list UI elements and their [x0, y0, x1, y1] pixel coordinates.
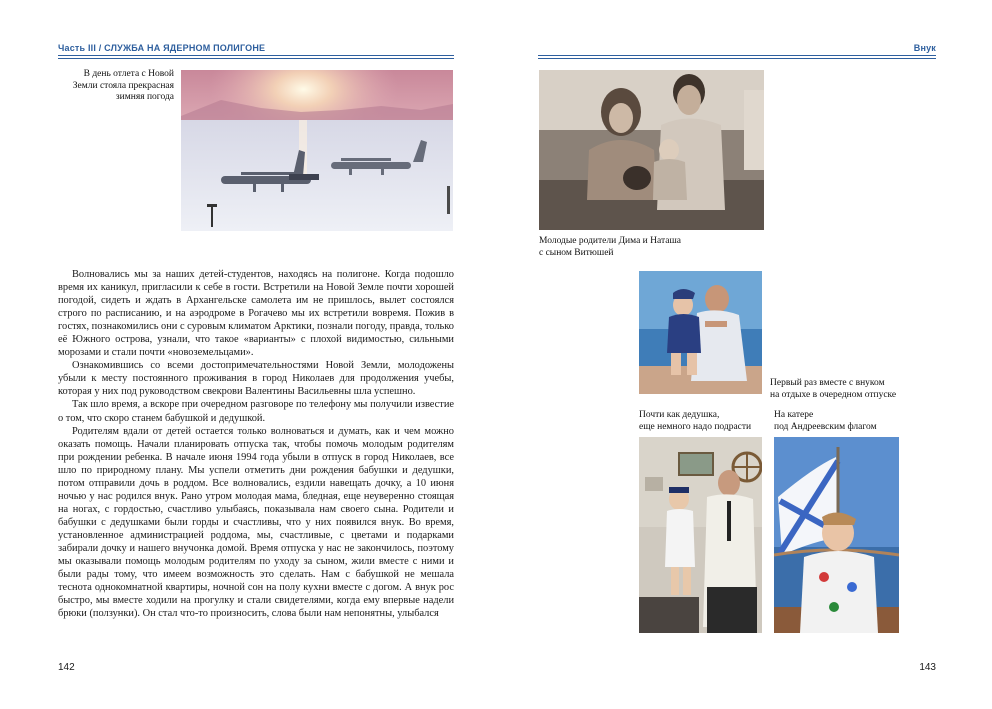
paragraph: Волновались мы за наших детей-студентов, находясь на полигоне. Когда подошло время их каникул, пригласили к себе в гости. Встретили на Новой Земле почти хорошей погодой, сидеть и ждать в Архангельске самолета им не пришлось, вылет состоялся строго по расписанию, и на аэродроме в Рогачево мы их встретили вовремя. Пожив в гостях, познакомились они с суровым климатом Арктики, познали погоду, правда, только её Южного острова, узнали, что такое «варианты» с плохой видимостью, сильными морозами и стали почти «новоземельцами». — [58, 269, 454, 359]
paragraph: Ознакомившись со всеми достопримечательностями Новой Земли, молодожены убыли к месту постоянного проживания в город Николаев для продолжения учебы, которая у них под руководством свекрови Валентины Васильевны шла успешно. — [58, 360, 454, 398]
page-number-right: 143 — [919, 662, 936, 673]
photo-arctic-airfield — [181, 70, 453, 231]
page-number-left: 142 — [58, 662, 75, 673]
body-text — [58, 268, 454, 620]
running-head-left: Часть III / СЛУЖБА НА ЯДЕРНОМ ПОЛИГОНЕ — [58, 43, 266, 53]
caption-almost-grandpa: Почти как дедушка, еще немного надо подрасти — [639, 410, 752, 432]
photo-boat-andreevsky-flag — [774, 437, 899, 633]
photo-almost-grandpa — [639, 437, 762, 633]
header-rule-right — [538, 55, 936, 56]
arctic-airfield-image — [181, 70, 453, 231]
paragraph: Родителям вдали от детей остается только волноваться и думать, как и чем можно оказать помощь. Начали планировать отпуска так, чтобы помочь молодым родителям при рождении ребенка. В начале июня 1994 года убыли в отпуск в город Николаев, все шло по природному плану. Мы успели отметить дни рождения бабушки и дедушки, потом отправили дочь в роддом. Все волновались, ездили навещать дочку, а 10 июня ночью у нас родился внук. Рано утром молодая мама, бледная, еще неуверенно стоящая на ногах, с гордостью, счастливо улыбаясь, показывала нам своего сына. Родители и бабушки с дедушками были горды и счастливы, что у них появился внук. Во время, установленное администрацией роддома, мы, счастливые, с цветами и подарками забирали дочку и нашего внучонка домой. Время отпуска у нас не закончилось, поэтому мы оказывали помощь молодым родителям по уходу за сыном, жили вместе с ними и были рады тому, что имеем возможность это сделать. Нам с бабушкой не мешала теснота однокомнатной квартиры, ночной сон на полу кухни вместе с догом. А внук рос быстро, мы вместе ходили на прогулку и стали свидетелями, когда ему впервые надели брюки (ползунки). Он стал что-то произносить, слова были нам непонятны, улыбался — [58, 425, 454, 620]
almost-grandpa-image — [639, 437, 762, 633]
young-parents-image — [539, 70, 764, 230]
caption-young-parents: Молодые родители Дима и Наташа с сыном Витюшей — [539, 236, 681, 258]
caption-boat: На катере под Андреевским флагом — [774, 410, 877, 432]
first-time-image — [639, 271, 762, 394]
header-rule-right-thin — [538, 58, 936, 59]
running-head-right: Внук — [913, 43, 936, 53]
boat-flag-image — [774, 437, 899, 633]
photo-first-time-with-grandson — [639, 271, 762, 394]
header-rule-left-thin — [58, 58, 454, 59]
right-page — [496, 0, 992, 709]
header-rule-left — [58, 55, 454, 56]
caption-arctic: В день отлета с Новой Земли стояла прекрасная зимняя погода — [72, 69, 174, 102]
photo-young-parents — [539, 70, 764, 230]
caption-first-time: Первый раз вместе с внуком на отдыхе в очередном отпуске — [770, 378, 897, 400]
paragraph: Так шло время, а вскоре при очередном разговоре по телефону мы получили известие о том, что скоро станем бабушкой и дедушкой. — [58, 399, 454, 424]
